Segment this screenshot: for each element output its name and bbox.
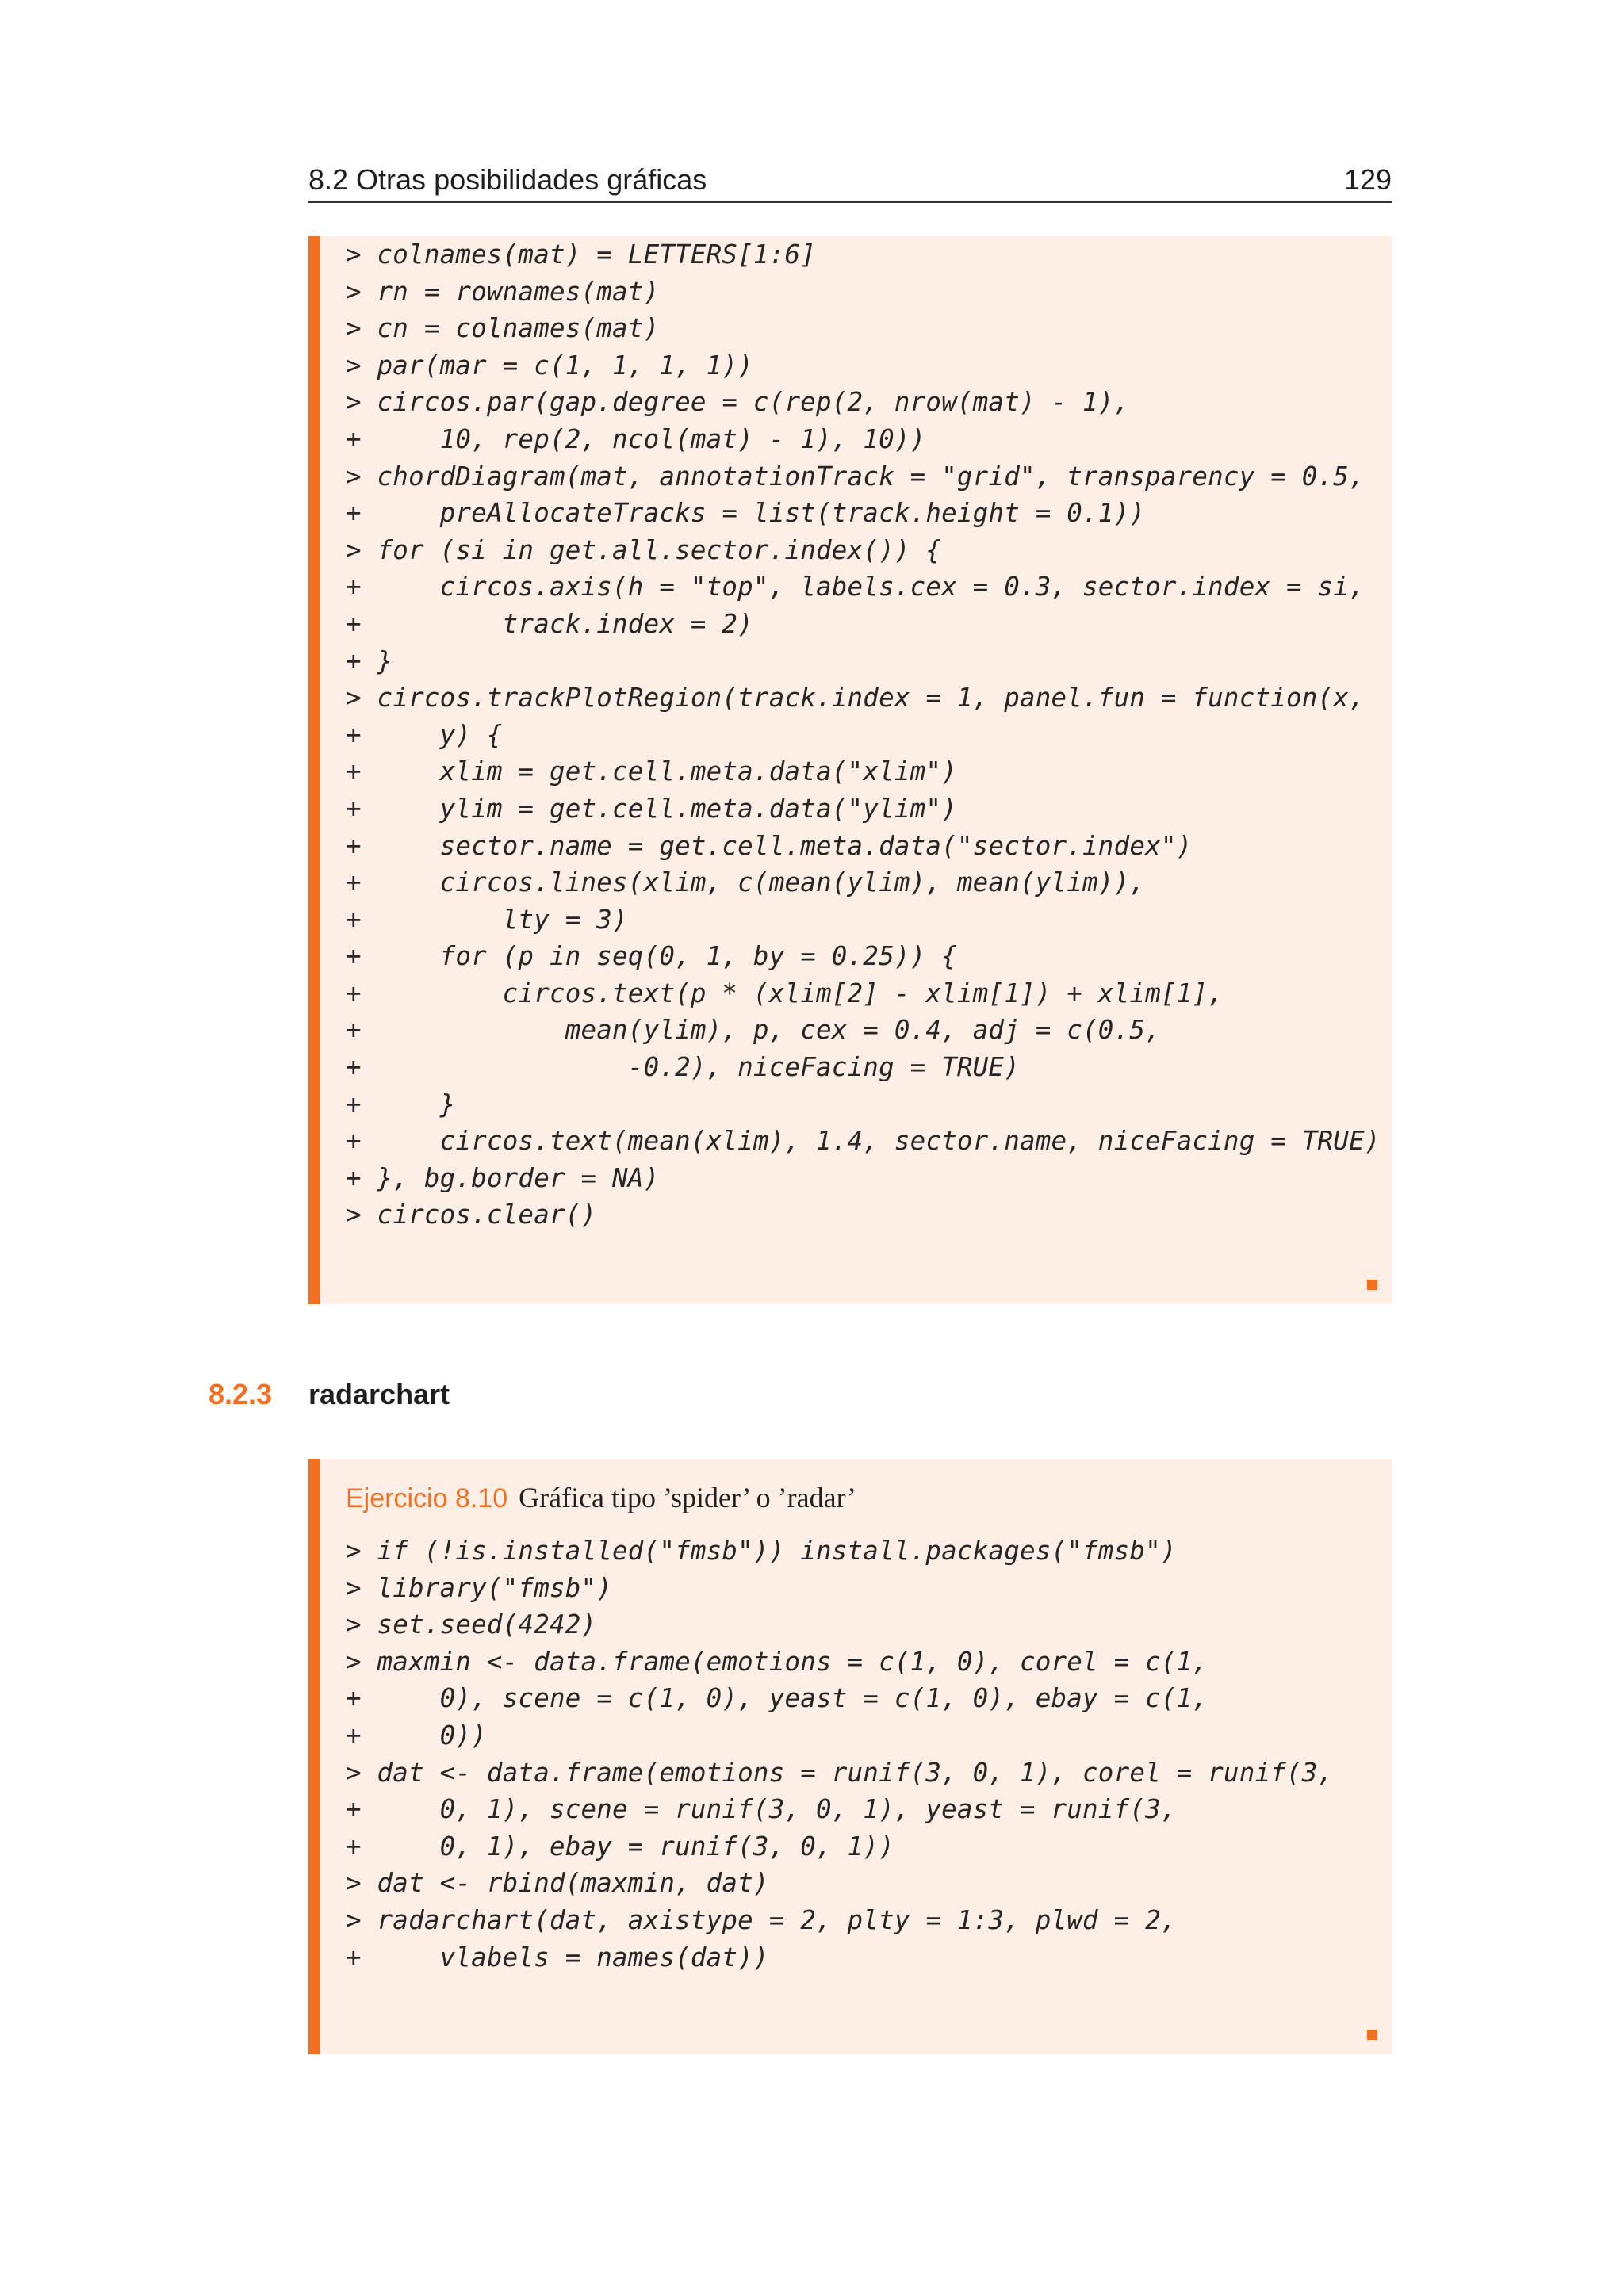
code-line: + -0.2), niceFacing = TRUE) <box>346 1052 1020 1083</box>
code-line: + circos.text(p * (xlim[2] - xlim[1]) + xlim[1], <box>346 978 1224 1008</box>
section-title: radarchart <box>308 1378 450 1410</box>
code-line: > if (!is.installed("fmsb")) install.packages("fmsb") <box>346 1536 1177 1566</box>
code-line: > chordDiagram(mat, annotationTrack = "grid", transparency = 0.5, <box>346 461 1365 492</box>
code-line: + }, bg.border = NA) <box>346 1162 660 1193</box>
code-line: + preAllocateTracks = list(track.height = 0.1)) <box>346 498 1146 529</box>
code-line: > set.seed(4242) <box>346 1609 597 1640</box>
exercise-heading <box>346 1481 856 1514</box>
code-line: > maxmin <- data.frame(emotions = c(1, 0), corel = c(1, <box>346 1646 1208 1677</box>
code-line: > for (si in get.all.sector.index()) { <box>346 534 942 565</box>
code-line: + sector.name = get.cell.meta.data("sector.index") <box>346 830 1193 861</box>
code-line: > par(mar = c(1, 1, 1, 1)) <box>346 350 753 381</box>
code-line: + 0), scene = c(1, 0), yeast = c(1, 0), ebay = c(1, <box>346 1683 1208 1714</box>
code-line: + y) { <box>346 719 503 750</box>
code-line: + circos.lines(xlim, c(mean(ylim), mean(ylim)), <box>346 867 1146 898</box>
code-line: + 0, 1), ebay = runif(3, 0, 1)) <box>346 1831 894 1862</box>
code-line: + ylim = get.cell.meta.data("ylim") <box>346 793 957 824</box>
section-number: 8.2.3 <box>209 1378 273 1410</box>
running-header <box>308 159 1392 203</box>
header-title: 8.2 Otras posibilidades gráficas <box>308 163 707 196</box>
code-line: > colnames(mat) = LETTERS[1:6] <box>346 239 816 270</box>
exercise-box <box>308 1459 1392 2054</box>
code-line: + vlabels = names(dat)) <box>346 1942 769 1973</box>
code-line: > library("fmsb") <box>346 1572 613 1603</box>
code-line: + 10, rep(2, ncol(mat) - 1), 10)) <box>346 423 926 454</box>
code-line: + mean(ylim), p, cex = 0.4, adj = c(0.5, <box>346 1015 1161 1046</box>
code-line: > dat <- rbind(maxmin, dat) <box>346 1868 769 1899</box>
exercise-label: Ejercicio 8.10 <box>346 1483 508 1513</box>
code-listing <box>346 236 1381 1234</box>
end-of-block-marker <box>1367 2030 1377 2040</box>
code-line: > circos.clear() <box>346 1200 597 1230</box>
code-listing <box>346 1533 1333 1976</box>
code-line: > rn = rownames(mat) <box>346 276 660 307</box>
code-line: > radarchart(dat, axistype = 2, plty = 1:3, plwd = 2, <box>346 1904 1177 1935</box>
code-line: + xlim = get.cell.meta.data("xlim") <box>346 756 957 787</box>
code-line: > circos.par(gap.degree = c(rep(2, nrow(mat) - 1), <box>346 387 1130 418</box>
code-line: + circos.text(mean(xlim), 1.4, sector.name, niceFacing = TRUE) <box>346 1126 1381 1157</box>
code-line: > cn = colnames(mat) <box>346 313 660 344</box>
code-line: + track.index = 2) <box>346 608 753 639</box>
code-line: + for (p in seq(0, 1, by = 0.25)) { <box>346 941 957 972</box>
exercise-title: Gráfica tipo ’spider’ o ’radar’ <box>519 1482 856 1513</box>
code-line: > dat <- data.frame(emotions = runif(3, 0, 1), corel = runif(3, <box>346 1757 1334 1788</box>
code-line: + lty = 3) <box>346 904 628 935</box>
code-line: + circos.axis(h = "top", labels.cex = 0.3, sector.index = si, <box>346 572 1365 603</box>
code-line: + } <box>346 645 393 676</box>
code-line: + } <box>346 1089 456 1119</box>
code-line: + 0, 1), scene = runif(3, 0, 1), yeast = runif(3, <box>346 1794 1177 1825</box>
code-line: > circos.trackPlotRegion(track.index = 1, panel.fun = function(x, <box>346 683 1365 714</box>
code-line: + 0)) <box>346 1720 487 1751</box>
page-number: 129 <box>1343 163 1392 196</box>
end-of-block-marker <box>1367 1280 1377 1290</box>
code-block-circos <box>308 236 1392 1304</box>
